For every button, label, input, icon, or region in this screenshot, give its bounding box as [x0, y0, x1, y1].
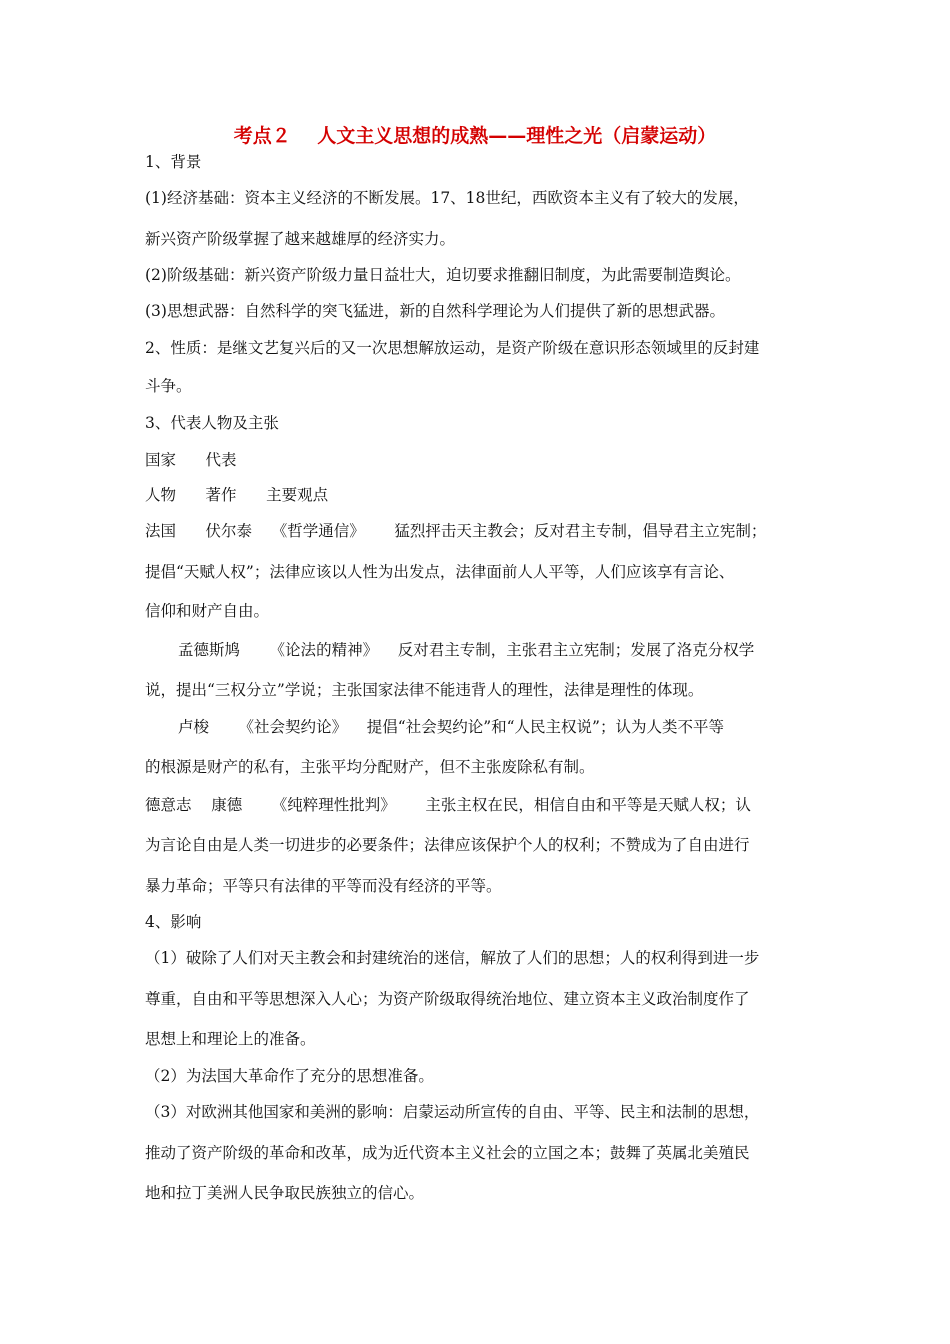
text-line: 暴力革命；平等只有法律的平等而没有经济的平等。: [145, 877, 502, 895]
text-line: 信仰和财产自由。: [145, 602, 270, 620]
text-line: （1）破除了人们对天主教会和封建统治的迷信，解放了人们的思想；人的权利得到进一步: [145, 949, 760, 967]
text-line: 思想上和理论上的准备。: [145, 1030, 316, 1048]
text-line: 孟德斯鸠 《论法的精神》 反对君主专制，主张君主立宪制；发展了洛克分权学: [178, 641, 755, 659]
text-line: 的根源是财产的私有，主张平均分配财产，但不主张废除私有制。: [145, 758, 595, 776]
text-line: 提倡“天赋人权”；法律应该以人性为出发点，法律面前人人平等，人们应该享有言论、: [145, 563, 735, 581]
table-header-line: 国家 代表: [145, 451, 237, 469]
text-line: （3）对欧洲其他国家和美洲的影响：启蒙运动所宣传的自由、平等、民主和法制的思想，: [145, 1103, 760, 1121]
text-line: 斗争。: [145, 377, 192, 395]
text-line: 德意志 康德 《纯粹理性批判》 主张主权在民，相信自由和平等是天赋人权；认: [145, 796, 751, 814]
text-line: 法国 伏尔泰 《哲学通信》 猛烈抨击天主教会；反对君主专制，倡导君主立宪制；: [145, 522, 767, 540]
table-header-line: 人物 著作 主要观点: [145, 486, 329, 504]
text-line: 说，提出“三权分立”学说；主张国家法律不能违背人的理性，法律是理性的体现。: [145, 681, 704, 699]
text-line: （2）为法国大革命作了充分的思想准备。: [145, 1067, 434, 1085]
section-heading-influence: 4、影响: [145, 913, 202, 931]
section-heading-representatives: 3、代表人物及主张: [145, 414, 279, 432]
text-line: (2)阶级基础：新兴资产阶级力量日益壮大，迫切要求推翻旧制度，为此需要制造舆论。: [145, 266, 741, 284]
text-line: 为言论自由是人类一切进步的必要条件；法律应该保护个人的权利；不赞成为了自由进行: [145, 836, 750, 854]
text-line: 推动了资产阶级的革命和改革，成为近代资本主义社会的立国之本；鼓舞了英属北美殖民: [145, 1144, 750, 1162]
text-line: 尊重，自由和平等思想深入人心；为资产阶级取得统治地位、建立资本主义政治制度作了: [145, 990, 750, 1008]
section-heading-background: 1、背景: [145, 153, 202, 171]
text-line: 地和拉丁美洲人民争取民族独立的信心。: [145, 1184, 425, 1202]
page-title: 考点２ 人文主义思想的成熟——理性之光（启蒙运动）: [233, 125, 717, 147]
section-heading-nature: 2、性质：是继文艺复兴后的又一次思想解放运动，是资产阶级在意识形态领域里的反封建: [145, 339, 760, 357]
text-line: 新兴资产阶级掌握了越来越雄厚的经济实力。: [145, 230, 456, 248]
text-line: 卢梭 《社会契约论》 提倡“社会契约论”和“人民主权说”；认为人类不平等: [178, 718, 724, 736]
text-line: (1)经济基础：资本主义经济的不断发展。17、18世纪，西欧资本主义有了较大的发展，: [145, 189, 749, 207]
text-line: (3)思想武器：自然科学的突飞猛进，新的自然科学理论为人们提供了新的思想武器。: [145, 302, 725, 320]
